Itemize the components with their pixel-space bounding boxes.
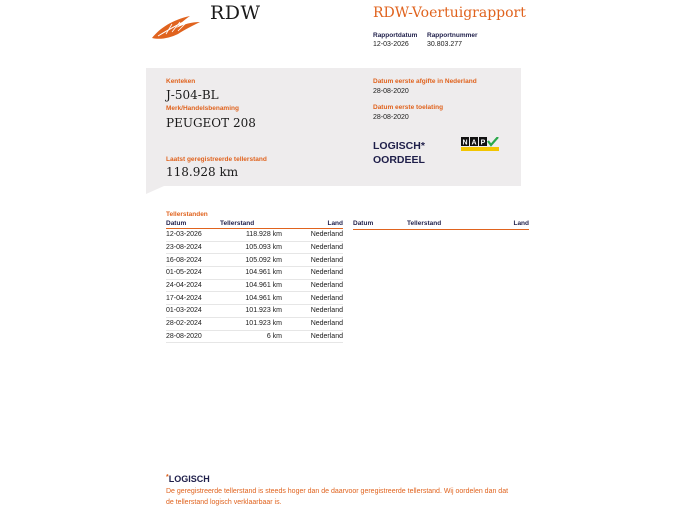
row-country: Nederland (282, 317, 343, 330)
make-value: PEUGEOT 208 (166, 116, 256, 130)
row-reading: 101.923 km (218, 317, 282, 330)
report-number-value: 30.803.277 (427, 41, 463, 48)
row-reading: 101.923 km (218, 305, 282, 318)
first-admission-value: 28-08-2020 (373, 114, 409, 121)
footnote-title: *LOGISCH (166, 474, 210, 484)
table-row (166, 267, 343, 280)
table-row (166, 292, 343, 305)
row-country: Nederland (282, 330, 343, 343)
header-country-2: Land (513, 220, 529, 227)
panel-notch (146, 186, 164, 194)
first-issue-nl-value: 28-08-2020 (373, 88, 409, 95)
rdw-logo-icon (150, 10, 204, 42)
footnote-title-text: LOGISCH (168, 474, 210, 484)
last-reading-label: Laatst geregistreerde tellerstand (166, 156, 267, 163)
row-reading: 105.092 km (218, 254, 282, 267)
row-date: 28-08-2020 (166, 330, 218, 343)
row-country: Nederland (282, 305, 343, 318)
svg-text:A: A (471, 139, 477, 147)
report-number-label: Rapportnummer (427, 32, 478, 39)
row-country: Nederland (282, 241, 343, 254)
table-row (166, 330, 343, 343)
row-date: 28-02-2024 (166, 317, 218, 330)
row-reading: 105.093 km (218, 241, 282, 254)
row-country: Nederland (282, 279, 343, 292)
row-reading: 104.961 km (218, 267, 282, 280)
odometer-table-continued-header (353, 220, 529, 230)
row-date: 23-08-2024 (166, 241, 218, 254)
row-country: Nederland (282, 292, 343, 305)
plate-label: Kenteken (166, 78, 196, 85)
row-date: 01-05-2024 (166, 267, 218, 280)
row-reading: 104.961 km (218, 279, 282, 292)
table-row (166, 279, 343, 292)
table-row (166, 254, 343, 267)
nap-check-icon (461, 137, 499, 151)
table-row (166, 241, 343, 254)
odometer-section-title: Tellerstanden (166, 211, 208, 218)
row-date: 24-04-2024 (166, 279, 218, 292)
row-country: Nederland (282, 229, 343, 242)
row-reading: 118.928 km (218, 229, 282, 242)
header-date: Datum (166, 220, 218, 229)
verdict-line1: LOGISCH* (373, 140, 425, 152)
table-row (166, 229, 343, 242)
report-title: RDW-Voertuigrapport (373, 5, 526, 21)
plate-value: J-504-BL (166, 88, 219, 102)
row-reading: 104.961 km (218, 292, 282, 305)
make-label: Merk/Handelsbenaming (166, 105, 239, 112)
table-row (166, 305, 343, 318)
row-date: 12-03-2026 (166, 229, 218, 242)
footnote-text: De geregistreerde tellerstand is steeds hoger dan de daarvoor geregistreerde tellerstand. Wij oordelen dan dat de tellerstand logisch verklaarbaar is. (166, 488, 509, 506)
svg-text:N: N (462, 139, 468, 147)
header-date-2: Datum (353, 220, 374, 227)
header-reading-2: Tellerstand (407, 220, 442, 227)
odometer-table (166, 220, 343, 343)
row-date: 16-08-2024 (166, 254, 218, 267)
row-date: 01-03-2024 (166, 305, 218, 318)
row-reading: 6 km (218, 330, 282, 343)
table-row (166, 317, 343, 330)
report-date-label: Rapportdatum (373, 32, 418, 39)
header-country: Land (282, 220, 343, 229)
verdict-line2: OORDEEL (373, 154, 425, 166)
row-date: 17-04-2024 (166, 292, 218, 305)
row-country: Nederland (282, 254, 343, 267)
last-reading-value: 118.928 km (166, 165, 239, 179)
first-admission-label: Datum eerste toelating (373, 104, 444, 111)
svg-text:P: P (480, 139, 486, 147)
brand-name: RDW (210, 2, 261, 24)
first-issue-nl-label: Datum eerste afgifte in Nederland (373, 78, 477, 85)
table-header-row (166, 220, 343, 229)
header-reading: Tellerstand (218, 220, 282, 229)
report-date-value: 12-03-2026 (373, 41, 409, 48)
row-country: Nederland (282, 267, 343, 280)
